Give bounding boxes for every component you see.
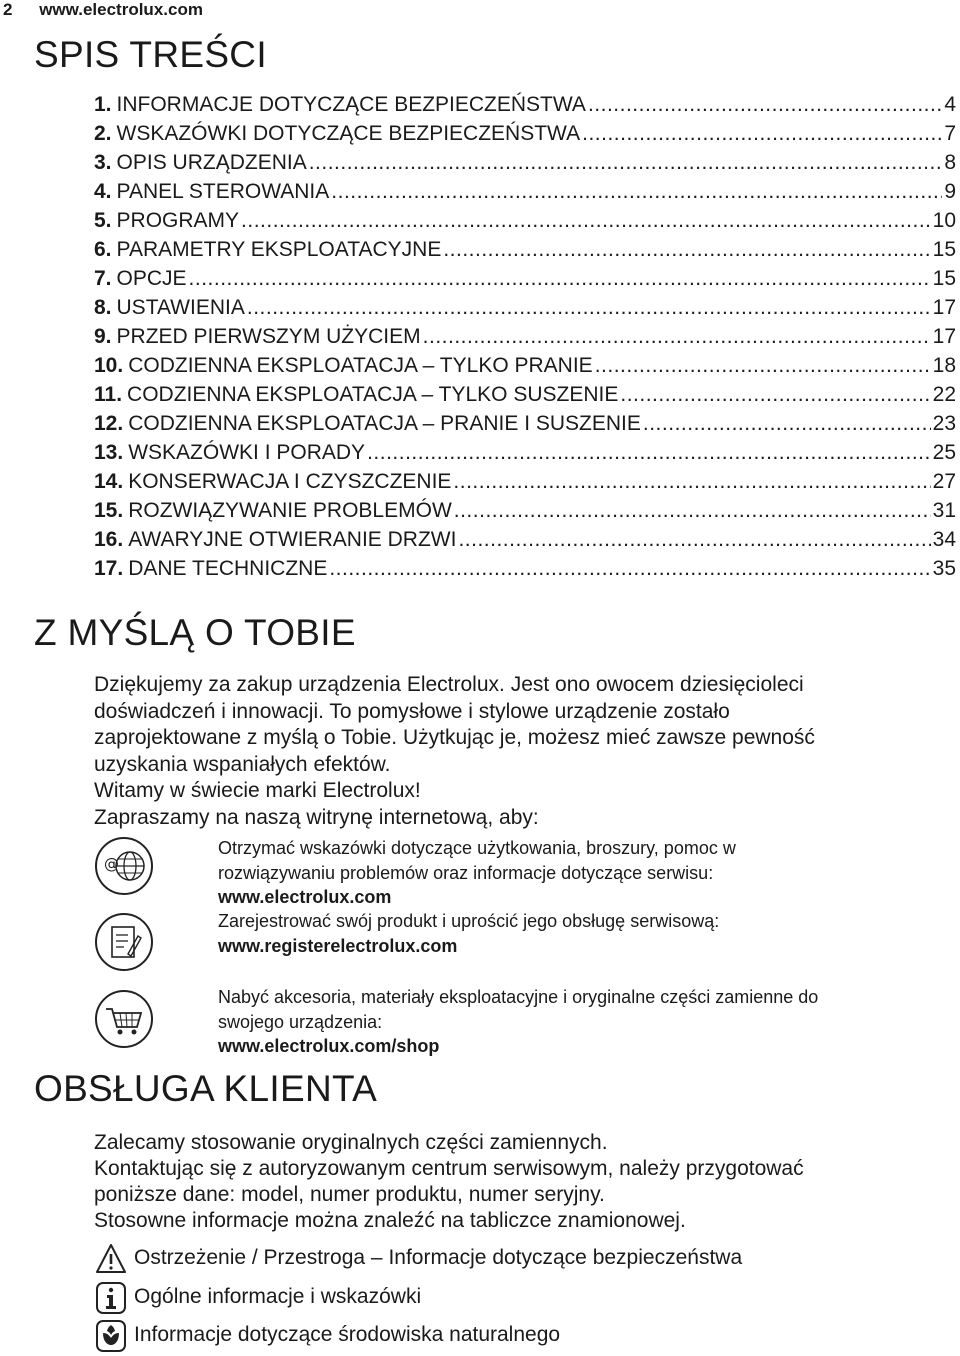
toc-dot-leader (443, 238, 930, 262)
register-text (218, 909, 918, 958)
toc-item-number: 10. (94, 354, 124, 377)
toc-item[interactable] (94, 528, 956, 557)
web-info-text (218, 836, 918, 910)
toc-item[interactable] (94, 383, 956, 412)
web-link[interactable]: www.electrolux.com (218, 887, 392, 907)
toc-item[interactable] (94, 238, 956, 267)
toc-dot-leader (595, 354, 931, 378)
toc-item-page: 15 (932, 267, 956, 290)
site-url[interactable]: www.electrolux.com (39, 0, 203, 19)
toc-item-number: 17. (94, 557, 124, 580)
toc-item-number: 3. (94, 151, 112, 174)
environment-leaf-icon (94, 1319, 128, 1353)
thanks-paragraph (94, 672, 924, 831)
thanks-line: zaprojektowane z myślą o Tobie. Użytkując je, możesz mieć zawsze pewność (94, 726, 815, 749)
toc-item-page: 15 (932, 238, 956, 261)
toc-item[interactable] (94, 151, 956, 180)
toc-dot-leader (331, 180, 942, 204)
svg-text:@: @ (104, 855, 119, 873)
web-info-line: rozwiązywaniu problemów oraz informacje dotyczące serwisu: (218, 862, 714, 883)
toc-dot-leader (189, 267, 931, 291)
toc-item[interactable] (94, 122, 956, 151)
toc-item-label: OPCJE (116, 267, 187, 290)
toc-item-number: 13. (94, 441, 124, 464)
thanks-title: Z MYŚLĄ O TOBIE (34, 612, 356, 653)
toc-item-label: DANE TECHNICZNE (128, 557, 328, 580)
toc-dot-leader (458, 528, 930, 552)
toc-item-number: 8. (94, 296, 112, 319)
toc-item-label: PROGRAMY (116, 209, 240, 232)
legend-info (94, 1281, 894, 1315)
warning-icon (94, 1242, 128, 1276)
toc-item-label: CODZIENNA EKSPLOATACJA – TYLKO PRANIE (128, 354, 593, 377)
legend-environment (94, 1319, 894, 1353)
shop-line: swojego urządzenia: (218, 1011, 383, 1032)
toc-item-label: CODZIENNA EKSPLOATACJA – PRANIE I SUSZENIE (128, 412, 641, 435)
toc-dot-leader (329, 557, 930, 581)
toc-item[interactable] (94, 209, 956, 238)
service-line: Zalecamy stosowanie oryginalnych części zamiennych. (94, 1131, 608, 1154)
toc-item-page: 7 (944, 122, 956, 145)
globe-at-icon (94, 836, 154, 896)
toc-item-number: 6. (94, 238, 112, 261)
toc-item[interactable] (94, 325, 956, 354)
shop-link[interactable]: www.electrolux.com/shop (218, 1036, 440, 1056)
legend-info-label: Ogólne informacje i wskazówki (134, 1285, 422, 1308)
service-paragraph (94, 1130, 934, 1234)
thanks-line: Zapraszamy na naszą witrynę internetową, aby: (94, 805, 539, 829)
toc-item-page: 35 (932, 557, 956, 580)
toc-item-page: 10 (932, 209, 956, 232)
toc-item-label: INFORMACJE DOTYCZĄCE BEZPIECZEŃSTWA (116, 93, 586, 116)
toc-dot-leader (241, 209, 931, 233)
info-icon (94, 1281, 128, 1315)
shop-text (218, 985, 918, 1059)
service-title: OBSŁUGA KLIENTA (34, 1068, 378, 1109)
toc-item-page: 18 (932, 354, 956, 377)
service-line: Kontaktując się z autoryzowanym centrum serwisowym, należy przygotować (94, 1157, 804, 1180)
register-line: Zarejestrować swój produkt i uprościć jego obsługę serwisową: (218, 911, 720, 931)
toc-dot-leader (454, 499, 931, 523)
toc-item-number: 11. (94, 383, 123, 406)
toc-dot-leader (453, 470, 930, 494)
toc-item-number: 4. (94, 180, 112, 203)
toc-item-label: USTAWIENIA (116, 296, 245, 319)
toc-item-label: OPIS URZĄDZENIA (116, 151, 307, 174)
toc-item-label: KONSERWACJA I CZYSZCZENIE (128, 470, 452, 493)
toc-item-page: 25 (932, 441, 956, 464)
legend-warning-label: Ostrzeżenie / Przestroga – Informacje dotyczące bezpieczeństwa (134, 1246, 743, 1269)
thanks-line: Dziękujemy za zakup urządzenia Electrolux. Jest ono owocem dziesięcioleci (94, 673, 804, 696)
table-of-contents (94, 93, 956, 586)
toc-item-label: AWARYJNE OTWIERANIE DRZWI (128, 528, 457, 551)
thanks-line: doświadczeń i innowacji. To pomysłowe i stylowe urządzenie zostało (94, 699, 730, 723)
toc-item-number: 14. (94, 470, 124, 493)
page-header (3, 0, 203, 20)
toc-item-label: PANEL STEROWANIA (116, 180, 330, 203)
legend-environment-label: Informacje dotyczące środowiska naturalnego (134, 1323, 561, 1346)
toc-dot-leader (309, 151, 943, 175)
legend-warning (94, 1242, 894, 1276)
toc-item[interactable] (94, 93, 956, 122)
toc-item-page: 17 (932, 325, 956, 348)
toc-item-label: WSKAZÓWKI I PORADY (128, 441, 366, 464)
toc-item-number: 9. (94, 325, 112, 348)
toc-item-number: 1. (94, 93, 112, 116)
shopping-cart-icon (94, 989, 154, 1049)
toc-item[interactable] (94, 499, 956, 528)
toc-item-label: WSKAZÓWKI DOTYCZĄCE BEZPIECZEŃSTWA (116, 122, 581, 145)
toc-item[interactable] (94, 180, 956, 209)
toc-item-page: 34 (932, 528, 956, 551)
toc-item-label: PRZED PIERWSZYM UŻYCIEM (116, 325, 421, 348)
toc-item-label: PARAMETRY EKSPLOATACYJNE (116, 238, 442, 261)
register-link[interactable]: www.registerelectrolux.com (218, 935, 458, 956)
service-line: poniższe dane: model, numer produktu, numer seryjny. (94, 1183, 605, 1206)
toc-item-page: 4 (944, 93, 956, 116)
toc-item-number: 12. (94, 412, 124, 435)
toc-item[interactable] (94, 557, 956, 586)
toc-dot-leader (423, 325, 931, 349)
page-number: 2 (3, 0, 13, 19)
toc-item[interactable] (94, 441, 956, 470)
toc-dot-leader (588, 93, 942, 117)
register-form-icon (94, 912, 154, 972)
toc-item-number: 2. (94, 122, 112, 145)
toc-item-page: 27 (932, 470, 956, 493)
toc-dot-leader (247, 296, 931, 320)
toc-item[interactable] (94, 470, 956, 499)
toc-item-page: 23 (932, 412, 956, 435)
toc-item-page: 31 (932, 499, 956, 522)
toc-item-number: 16. (94, 528, 124, 551)
toc-dot-leader (643, 412, 931, 436)
toc-item-page: 9 (944, 180, 956, 203)
web-info-line: Otrzymać wskazówki dotyczące użytkowania, broszury, pomoc w (218, 838, 736, 858)
thanks-line: uzyskania wspaniałych efektów. (94, 752, 391, 776)
toc-item-page: 22 (932, 383, 956, 406)
toc-item-page: 8 (944, 151, 956, 174)
service-line: Stosowne informacje można znaleźć na tabliczce znamionowej. (94, 1209, 686, 1232)
toc-dot-leader (582, 122, 942, 146)
toc-item[interactable] (94, 296, 956, 325)
toc-dot-leader (367, 441, 931, 465)
toc-item-number: 15. (94, 499, 124, 522)
toc-item-number: 5. (94, 209, 112, 232)
toc-item[interactable] (94, 354, 956, 383)
thanks-line: Witamy w świecie marki Electrolux! (94, 779, 421, 802)
toc-item[interactable] (94, 412, 956, 441)
toc-item[interactable] (94, 267, 956, 296)
toc-dot-leader (620, 383, 930, 407)
toc-title: SPIS TREŚCI (34, 34, 267, 75)
shop-line: Nabyć akcesoria, materiały eksploatacyjne i oryginalne części zamienne do (218, 987, 819, 1007)
toc-item-label: CODZIENNA EKSPLOATACJA – TYLKO SUSZENIE (127, 383, 619, 406)
toc-item-page: 17 (932, 296, 956, 319)
toc-item-number: 7. (94, 267, 112, 290)
toc-item-label: ROZWIĄZYWANIE PROBLEMÓW (128, 499, 452, 522)
